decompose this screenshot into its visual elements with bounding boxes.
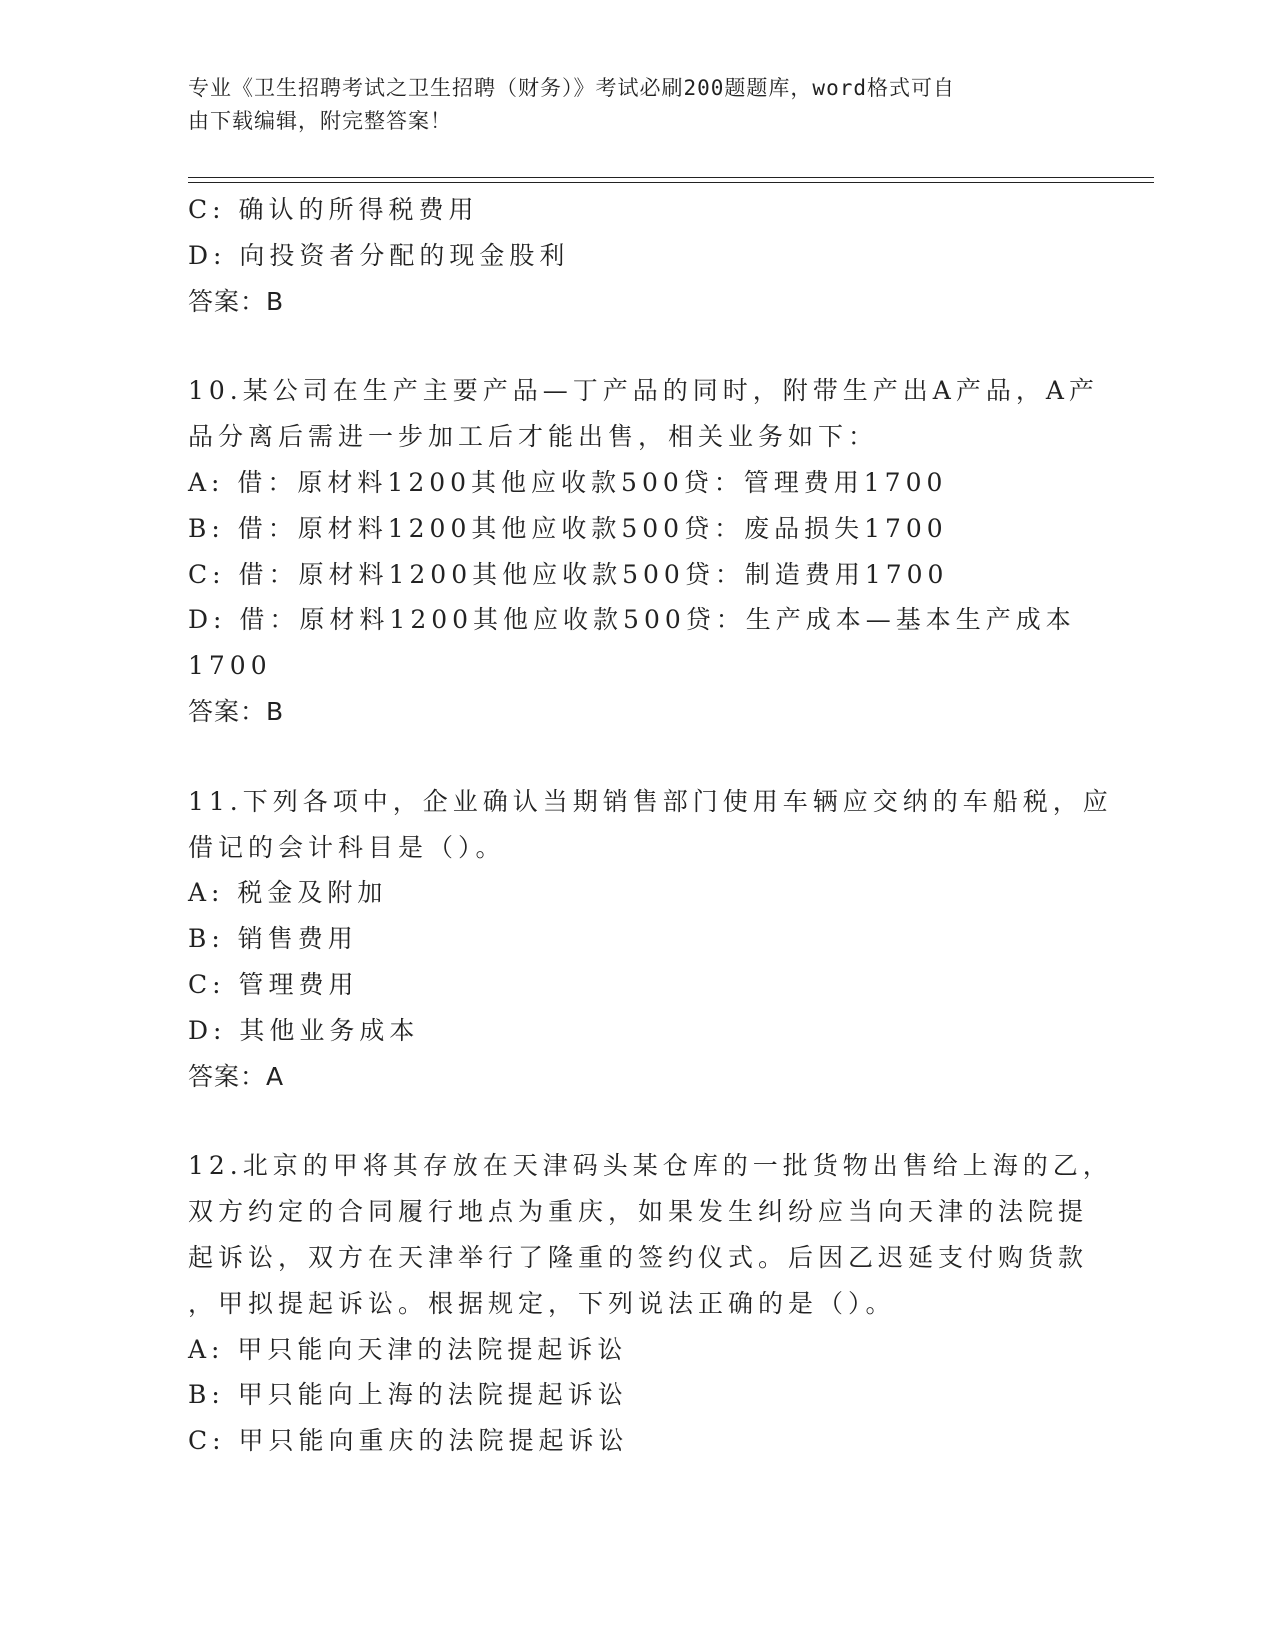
answer-line: 答案：B [188, 696, 285, 726]
option-a: A: 甲只能向天津的法院提起诉讼 [188, 1334, 628, 1364]
header-line-1: 专业《卫生招聘考试之卫生招聘（财务）》考试必刷200题题库，word格式可自 [188, 76, 955, 100]
option-c: C: 借：原材料1200其他应收款500贷：制造费用1700 [188, 559, 949, 589]
question-stem-line: 12.北京的甲将其存放在天津码头某仓库的一批货物出售给上海的乙， [188, 1151, 1113, 1181]
option-d: D: 借：原材料1200其他应收款500贷：生产成本—基本生产成本 [188, 605, 1076, 635]
question-list [188, 187, 1113, 1464]
question-block-10 [188, 368, 1099, 734]
option-c: C: 甲只能向重庆的法院提起诉讼 [188, 1426, 629, 1456]
question-block-9 [188, 187, 1088, 324]
question-stem-line: 品分离后需进一步加工后才能出售，相关业务如下： [188, 422, 879, 452]
header-divider-top [188, 177, 1154, 178]
answer-line: 答案：A [188, 1061, 285, 1091]
spacer [188, 735, 1088, 779]
question-stem-line: 10.某公司在生产主要产品—丁产品的同时，附带生产出A产品，A产 [188, 376, 1099, 406]
option-a: A: 借：原材料1200其他应收款500贷：管理费用1700 [188, 467, 948, 497]
question-stem-line: 11.下列各项中，企业确认当期销售部门使用车辆应交纳的车船税，应 [188, 786, 1113, 816]
spacer [188, 1099, 1088, 1143]
option-c: C: 管理费用 [188, 969, 359, 999]
option-d: D: 其他业务成本 [188, 1015, 420, 1045]
header-line-2: 由下载编辑，附完整答案！ [188, 109, 452, 133]
option-b: B: 甲只能向上海的法院提起诉讼 [188, 1380, 628, 1410]
question-stem-line: 双方约定的合同履行地点为重庆，如果发生纠纷应当向天津的法院提 [188, 1197, 1089, 1227]
answer-line: 答案：B [188, 286, 285, 316]
option-c: C: 确认的所得税费用 [188, 195, 479, 224]
question-block-11 [188, 779, 1113, 1100]
spacer [188, 324, 1088, 368]
document-header [188, 72, 1068, 138]
header-divider-bottom [188, 182, 1154, 183]
option-d-continued: 1700 [188, 651, 272, 681]
question-stem-line: 借记的会计科目是（）。 [188, 832, 506, 862]
option-d: D: 向投资者分配的现金股利 [188, 240, 570, 270]
question-block-12 [188, 1143, 1113, 1464]
option-b: B: 借：原材料1200其他应收款500贷：废品损失1700 [188, 513, 948, 543]
option-b: B: 销售费用 [188, 924, 358, 954]
question-stem-line: ，甲拟提起诉讼。根据规定，下列说法正确的是（）。 [188, 1288, 896, 1318]
option-a: A: 税金及附加 [188, 878, 388, 908]
question-stem-line: 起诉讼，双方在天津举行了隆重的签约仪式。后因乙迟延支付购货款 [188, 1242, 1089, 1272]
